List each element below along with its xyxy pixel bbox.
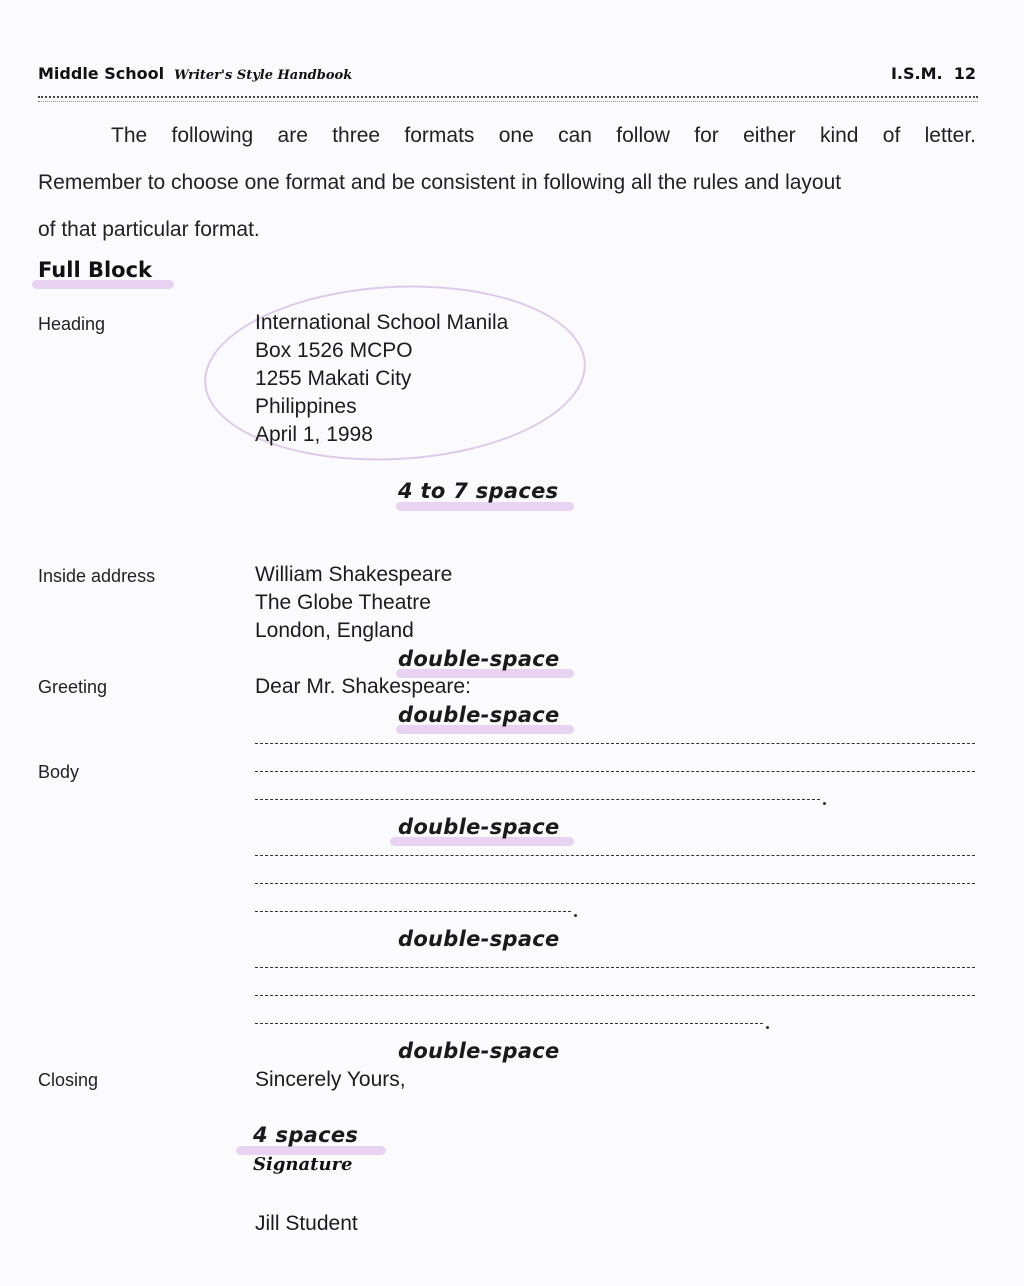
intro-paragraph bbox=[38, 112, 976, 253]
spacing-note-closing: 4 spaces bbox=[253, 1123, 359, 1147]
note-highlight bbox=[396, 502, 574, 511]
section-title: Full Block bbox=[38, 258, 153, 282]
page-reference bbox=[891, 64, 976, 83]
period-mark bbox=[766, 1026, 769, 1029]
body-line-3-3 bbox=[255, 1023, 763, 1024]
signature-placeholder: Signature bbox=[253, 1154, 353, 1175]
heading-line-3: 1255 Makati City bbox=[255, 367, 412, 390]
address-line-1: William Shakespeare bbox=[255, 563, 453, 586]
period-mark bbox=[574, 914, 577, 917]
body-line-2-3 bbox=[255, 911, 571, 912]
header-divider-secondary bbox=[38, 101, 978, 102]
label-body: Body bbox=[38, 762, 80, 782]
spacing-note-para3: double-space bbox=[398, 1039, 560, 1063]
period-mark bbox=[823, 802, 826, 805]
body-line-1-1 bbox=[255, 743, 975, 744]
greeting-text: Dear Mr. Shakespeare: bbox=[255, 675, 471, 698]
school-name: Middle School bbox=[38, 64, 165, 83]
page-number: 12 bbox=[953, 64, 976, 83]
body-line-1-2 bbox=[255, 771, 975, 772]
school-code: I.S.M. bbox=[890, 64, 943, 83]
handbook-subtitle: Writer's Style Handbook bbox=[174, 68, 353, 83]
body-line-1-3 bbox=[255, 799, 820, 800]
body-line-3-1 bbox=[255, 967, 975, 968]
heading-line-2: Box 1526 MCPO bbox=[255, 339, 413, 362]
spacing-note-greeting: double-space bbox=[398, 703, 560, 727]
spacing-note-heading: 4 to 7 spaces bbox=[398, 479, 559, 503]
label-greeting: Greeting bbox=[38, 677, 108, 697]
label-closing: Closing bbox=[38, 1070, 99, 1090]
closing-text: Sincerely Yours, bbox=[255, 1068, 406, 1091]
body-line-2-2 bbox=[255, 883, 975, 884]
label-heading: Heading bbox=[38, 314, 106, 334]
student-name: Jill Student bbox=[255, 1212, 358, 1235]
spacing-note-address: double-space bbox=[398, 647, 560, 671]
body-line-2-1 bbox=[255, 855, 975, 856]
body-line-3-2 bbox=[255, 995, 975, 996]
header-divider bbox=[38, 96, 978, 98]
spacing-note-para2: double-space bbox=[398, 927, 560, 951]
handbook-title bbox=[38, 64, 352, 83]
label-inside-address: Inside address bbox=[38, 566, 156, 586]
intro-line-1: The following are three formats one can follow for either kind of letter. bbox=[111, 124, 976, 147]
heading-line-5: April 1, 1998 bbox=[255, 423, 373, 446]
intro-line-3: of that particular format. bbox=[38, 218, 260, 241]
spacing-note-para1: double-space bbox=[398, 815, 560, 839]
intro-line-2: Remember to choose one format and be consistent in following all the rules and layout bbox=[38, 171, 842, 194]
address-line-3: London, England bbox=[255, 619, 414, 642]
heading-line-1: International School Manila bbox=[255, 311, 509, 334]
heading-line-4: Philippines bbox=[255, 395, 357, 418]
address-line-2: The Globe Theatre bbox=[255, 591, 431, 614]
